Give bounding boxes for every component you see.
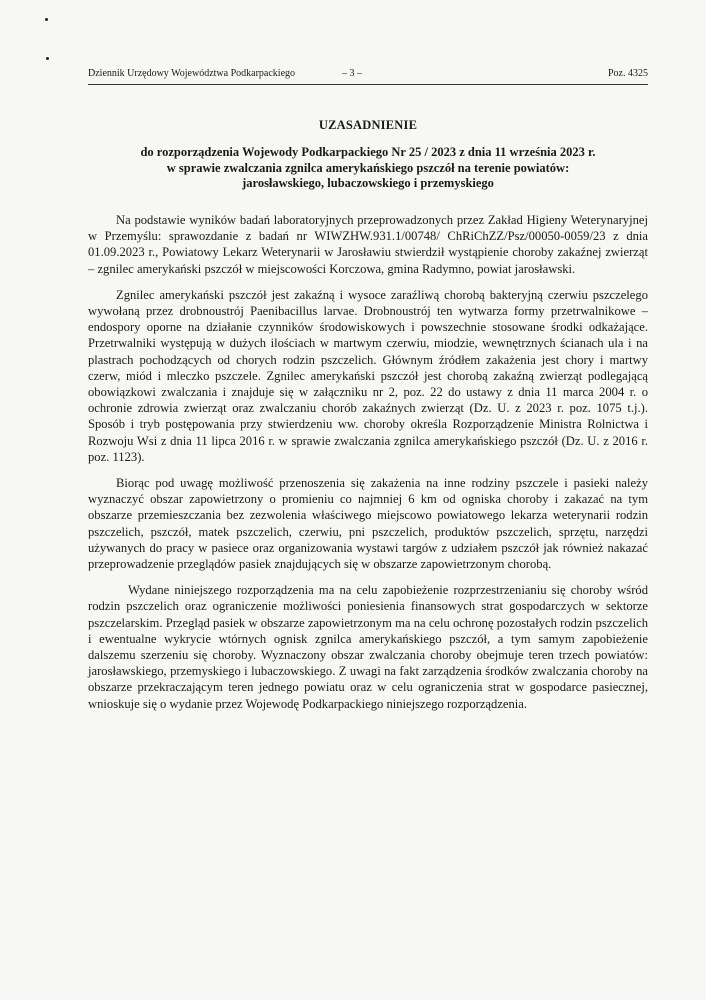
document-subtitle <box>100 145 636 192</box>
subtitle-line: do rozporządzenia Wojewody Podkarpackiego Nr 25 / 2023 z dnia 11 września 2023 r. <box>140 145 596 159</box>
journal-name: Dziennik Urzędowy Województwa Podkarpackiego <box>88 68 296 79</box>
subtitle-line: w sprawie zwalczania zgnilca amerykańskiego pszczół na terenie powiatów: <box>166 160 570 175</box>
page-number: – 3 – <box>342 68 362 79</box>
page-header <box>88 66 648 82</box>
paragraph: Wydane niniejszego rozporządzenia ma na celu zapobieżenie rozprzestrzenianiu się choroby wśród rodzin pszczelich oraz ograniczenie możliwości poniesienia finansowych strat gospodarczych w sektorze pszczelarskim. Przegląd pasiek w obszarze zapowietrzonym ma na celu ochronę pozostałych rodzin pszczelich i ewentualne wykrycie wtórnych ognisk zgnilca amerykańskiego pszczół, a tym samym zapobieżenie dalszemu szerzeniu się choroby. Wyznaczony obszar zwalczania choroby obejmuje teren trzech powiatów: jarosławskiego, przemyskiego i lubaczowskiego. Z uwagi na fakt zarządzenia środków zwalczania choroby na obszarze przekraczającym teren jednego powiatu oraz w celu ograniczenia strat w gospodarce pasiecznej, wnioskuje się o wydanie przez Wojewodę Podkarpackiego niniejszego rozporządzenia. <box>88 583 648 711</box>
scan-mark <box>46 57 49 60</box>
paragraph: Zgnilec amerykański pszczół jest zakaźną i wysoce zaraźliwą chorobą bakteryjną czerwiu pszczelego wywołaną przez drobnoustrój Paenibacillus larvae. Drobnoustrój ten wytwarza formy przetrwalnikowe – endospory oporne na działanie czynników środowiskowych i powszechnie stosowane środki odkażające. Przetrwalniki występują w dużych ilościach w martwym czerwiu, miodzie, wewnętrznych ścianach ula i na plastrach pochodzących od chorych rodzin pszczelich. Głównym źródłem zakażenia jest chory i martwy czerw, miód i mleczko pszczele. Zgnilec amerykański pszczół jest chorobą zakaźną zwierząt podlegającą obowiązkowi zwalczania i znajduje się w załączniku nr 2, poz. 22 do ustawy z dnia 11 marca 2004 r. o ochronie zdrowia zwierząt oraz zwalczaniu chorób zakaźnych zwierząt (Dz. U. z 2023 r. poz. 1075 t.j.). Sposób i tryb postępowania przy stwierdzeniu ww. choroby określa Rozporządzenie Ministra Rolnictwa i Rozwoju Wsi z dnia 11 lipca 2016 r. w sprawie zwalczania zgnilca amerykańskiego pszczół (Dz. U. z 2016 r. poz. 1123). <box>88 287 648 464</box>
paragraph: Na podstawie wyników badań laboratoryjnych przeprowadzonych przez Zakład Higieny Weterynaryjnej w Przemyślu: sprawozdanie z badań nr WIWZHW.931.1/00748/ ChRiChZZ/Psz/00050-0059/23 z dnia 01.09.2023 r., Powiatowy Lekarz Weterynarii w Jarosławiu stwierdził wystąpienie choroby zakaźnej zwierząt – zgnilec amerykański pszczół w miejscowości Korczowa, gmina Radymno, powiat jarosławski. <box>88 213 648 276</box>
paragraph: Biorąc pod uwagę możliwość przenoszenia się zakażenia na inne rodziny pszczele i pasieki należy wyznaczyć obszar zapowietrzony o promieniu co najmniej 6 km od ogniska choroby i zakazać na tym obszarze przemieszczania bez zezwolenia właściwego miejscowo powiatowego lekarza weterynarii rodzin pszczelich, pszczół, matek pszczelich, czerwiu, pni pszczelich, produktów pszczelich, sprzętu, narzędzi używanych do pracy w pasiece oraz organizowania wystawi targów z udziałem pszczół jak również nakazać przeprowadzenie przeglądów pasiek znajdujących się w obszarze zapowietrzonym chorobą. <box>88 476 648 572</box>
header-divider <box>88 84 648 85</box>
subtitle-line: jarosławskiego, lubaczowskiego i przemyskiego <box>242 176 494 190</box>
scan-mark <box>45 18 48 21</box>
position-number: Poz. 4325 <box>608 68 648 79</box>
document-body <box>88 212 648 722</box>
document-title: UZASADNIENIE <box>318 118 418 132</box>
